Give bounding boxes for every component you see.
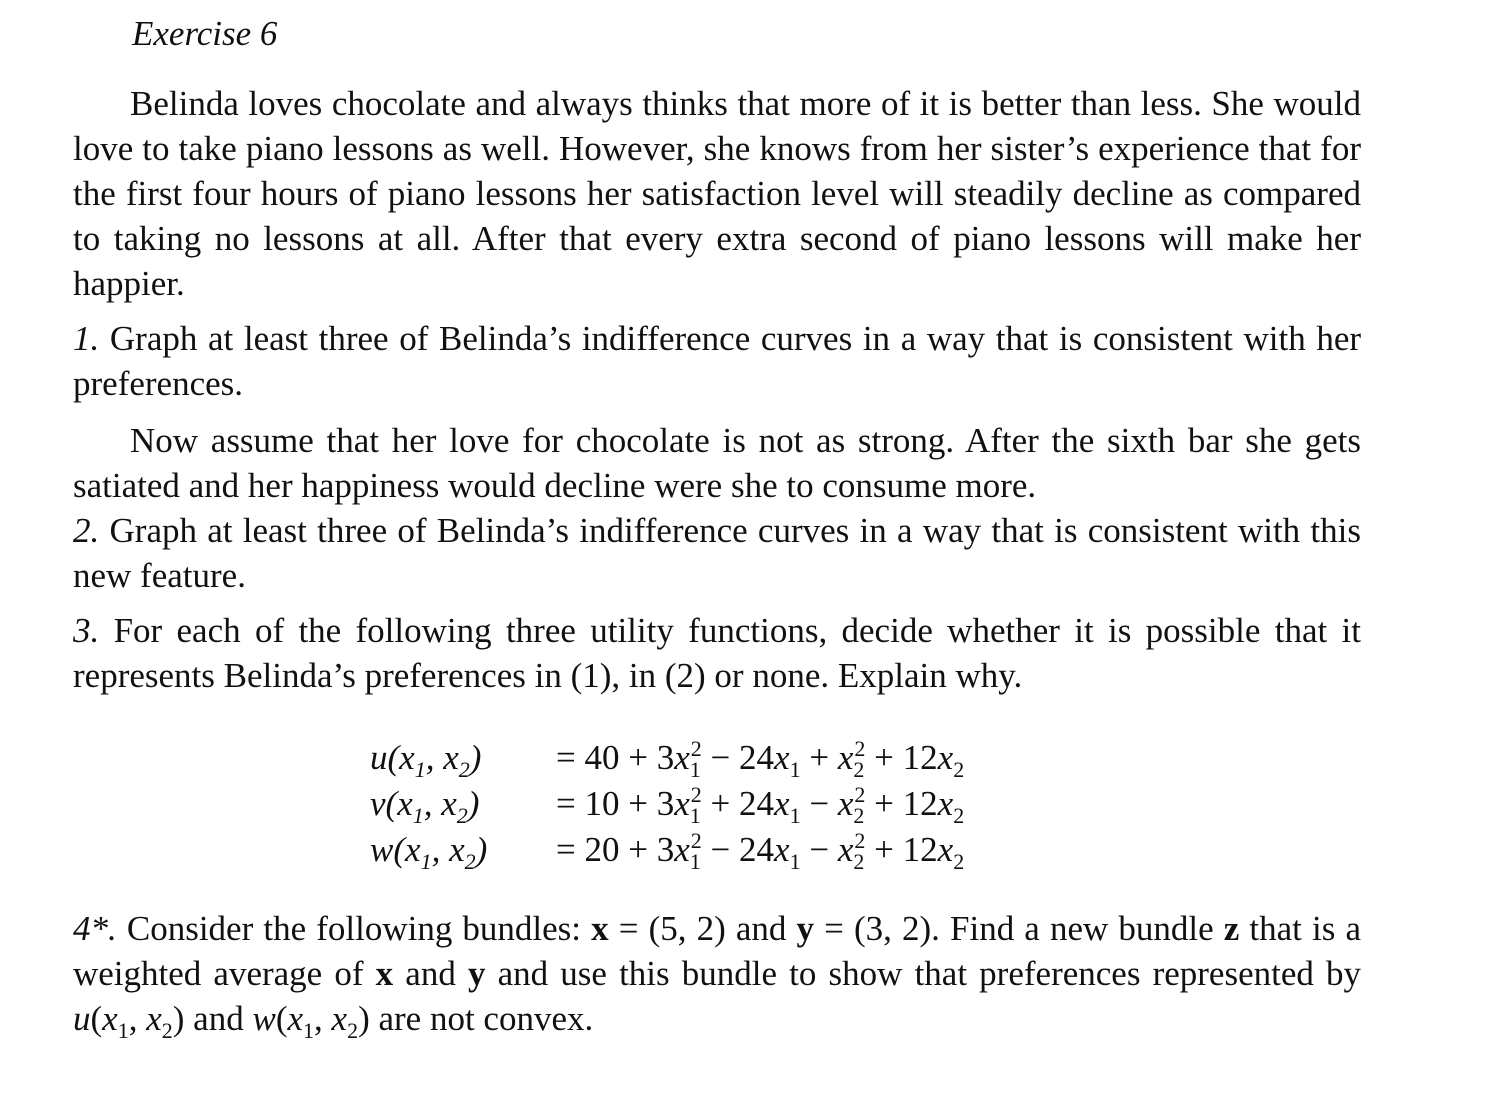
equation-w-x2-coef: + 12 xyxy=(874,830,938,869)
bundle-y-value: (3, 2). xyxy=(853,909,940,948)
intro-paragraph: Belinda loves chocolate and always thinks that more of it is better than less. She would love to take piano lessons as well. However, she knows from her sister’s experience that for the first four hours of piano lessons her satisfaction level will steadily decline as compared to taking no lessons at all. After that every extra second of piano lessons will make her happier. xyxy=(73,84,1361,303)
equation-u-x1-coef: − 24 xyxy=(710,738,775,777)
equation-w-x2sq-sign: − xyxy=(809,830,830,869)
question-1-number: 1. xyxy=(73,319,100,358)
question-4-text-e: and xyxy=(405,954,456,993)
middle-paragraph: Now assume that her love for chocolate is not as strong. After the sixth bar she gets satiated and her happiness would decline were she to consume more. xyxy=(73,421,1361,505)
question-3 xyxy=(73,608,1361,698)
exercise-title: Exercise 6 xyxy=(132,14,278,53)
bundle-y-symbol: y xyxy=(796,909,815,948)
equation-u-x1sq-coef: + 3 xyxy=(628,738,675,777)
question-4-text-d: that is a weighted average of xyxy=(73,909,1361,993)
function-u-ref: u xyxy=(73,999,91,1038)
equation-w: $w(x_1$, $x_2$) = $20 + 3x_1^2 - 24x_1 - x_2^2 + 12x_2$ xyxy=(370,828,965,874)
equation-w-constant: 20 xyxy=(584,830,620,869)
equation-w-function: w xyxy=(370,830,394,869)
question-3-number: 3. xyxy=(73,611,100,650)
equation-v-x1-coef: + 24 xyxy=(710,784,775,823)
equation-u-constant: 40 xyxy=(584,738,620,777)
bundle-x-symbol-2: x xyxy=(375,954,394,993)
equation-u-x2-coef: + 12 xyxy=(874,738,938,777)
equation-v: $v(x_1$, $x_2$) = $10 + 3x_1^2 + 24x_1 - x_2^2 + 12x_2$ xyxy=(370,782,965,828)
equation-u-function: u xyxy=(370,738,388,777)
bundle-y-symbol-2: y xyxy=(467,954,486,993)
middle-block xyxy=(73,418,1361,598)
question-4-text-h: are not convex. xyxy=(378,999,594,1038)
function-w-ref: w xyxy=(252,999,276,1038)
equation-u: $u(x_1$, $x_2$) = $40 + 3x_1^2 - 24x_1 + x_2^2 + 12x_2$ xyxy=(370,736,965,782)
bundle-x-symbol: x xyxy=(591,909,609,948)
equation-v-x1sq-coef: + 3 xyxy=(628,784,675,823)
utility-equations xyxy=(370,735,964,873)
question-4-text-g: and xyxy=(193,999,244,1038)
question-4-text-b: and xyxy=(735,909,787,948)
question-4-text-c: Find a new bundle xyxy=(950,909,1214,948)
question-2 xyxy=(73,508,1361,598)
equation-v-x2-coef: + 12 xyxy=(874,784,938,823)
question-4-text-f: and use this bundle to show that preferences represented by xyxy=(497,954,1362,993)
question-2-number: 2. xyxy=(73,511,100,550)
bundle-z-symbol: z xyxy=(1223,909,1240,948)
bundle-x-value: (5, 2) xyxy=(648,909,726,948)
equation-w-x1-coef: − 24 xyxy=(710,830,775,869)
question-2-text: Graph at least three of Belinda’s indifference curves in a way that is consistent with this new feature. xyxy=(73,511,1361,595)
equation-v-function: v xyxy=(370,784,386,823)
equation-w-x1sq-coef: + 3 xyxy=(628,830,675,869)
equation-u-x2sq-sign: + xyxy=(809,738,830,777)
equation-v-constant: 10 xyxy=(584,784,620,823)
question-1-text: Graph at least three of Belinda’s indifference curves in a way that is consistent with her preferences. xyxy=(73,319,1362,403)
equation-v-x2sq-sign: − xyxy=(809,784,830,823)
question-3-text: For each of the following three utility functions, decide whether it is possible that it represents Belinda’s preferences in (1), in (2) or none. Explain why. xyxy=(73,611,1361,695)
question-4: 4*. Consider the following bundles: x = (5, 2) and y = (3, 2). Find a new bundle z that is a weighted average of x and y and use this bundle to show that preferences represented by $u(x_1$, $x_2$) and $w(x_1$, $x_2$) are not convex. xyxy=(73,909,1362,1043)
question-1 xyxy=(73,316,1361,406)
question-4-number: 4*. xyxy=(73,909,117,948)
question-4-text-a: Consider the following bundles: xyxy=(126,909,582,948)
